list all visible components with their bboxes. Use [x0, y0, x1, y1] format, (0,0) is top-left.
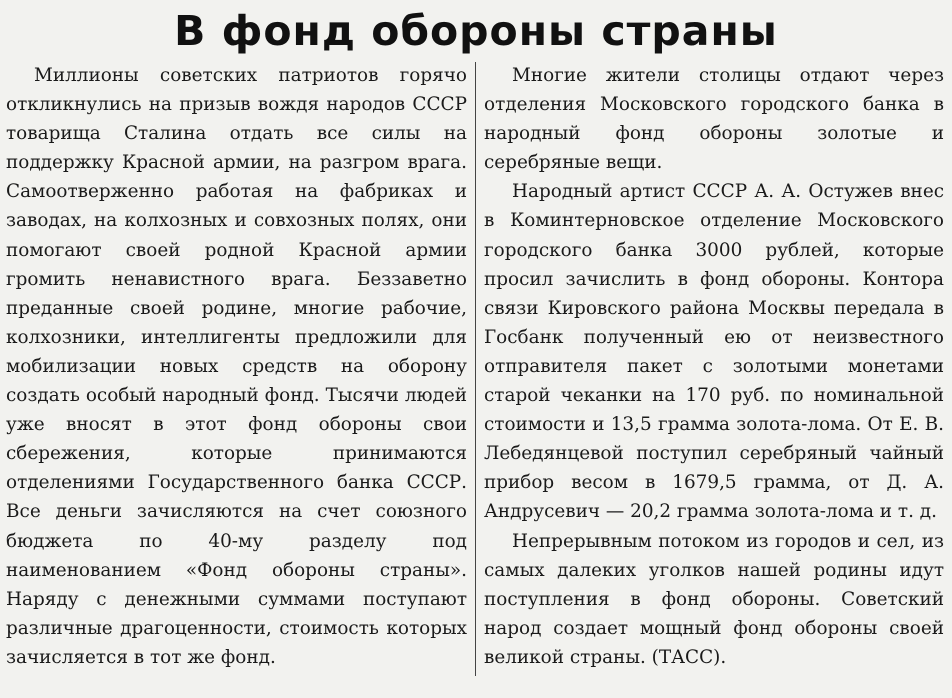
left-paragraph-1: Миллионы советских патриотов горячо откликнулись на призыв вождя народов СССР товарища Сталина отдать все силы на поддержку Красной армии, на разгром врага. Самоотверженно работая на фабриках и заводах, на колхозных и совхозных полях, они помогают своей родной Красной армии громить ненавистного врага. Беззаветно преданные своей родине, многие рабочие, колхозники, интеллигенты предложили для мобилизации новых средств на оборону создать особый народный фонд. Тысячи людей уже вносят в этот фонд обороны свои сбережения, которые принимаются отделениями Государственного банка СССР. Все деньги зачисляются на счет союзного бюджета по 40-му разделу под наименованием «Фонд обороны страны». Наряду с денежными суммами поступают различные драгоценности, стоимость которых зачисляется в тот же фонд.	[6, 65, 467, 668]
right-paragraph-3: Непрерывным потоком из городов и сел, из самых далеких уголков нашей родины идут поступления в фонд обороны. Советский народ создает мощный фонд обороны своей великой страны. (ТАСС).	[484, 530, 944, 668]
column-divider	[475, 62, 476, 676]
right-paragraph-1: Многие жители столицы отдают через отделения Московского городского банка в народный фонд обороны золотые и серебряные вещи.	[484, 65, 944, 174]
left-column	[6, 61, 467, 672]
right-paragraph-2: Народный артист СССР А. А. Остужев внес в Коминтерновское отделение Московского городского банка 3000 рублей, которые просил зачислить в фонд обороны. Контора связи Кировского района Москвы передала в Госбанк полученный ею от неизвестного отправителя пакет с золотыми монетами старой чеканки на 170 руб. по номинальной стоимости и 13,5 грамма золота-лома. От Е. В. Лебедянцевой поступил серебряный чайный прибор весом в 1679,5 грамма, от Д. А. Андрусевич — 20,2 грамма золота-лома и т. д.	[484, 181, 944, 523]
right-column	[484, 61, 944, 672]
article-headline: В фонд обороны страны	[174, 7, 778, 55]
